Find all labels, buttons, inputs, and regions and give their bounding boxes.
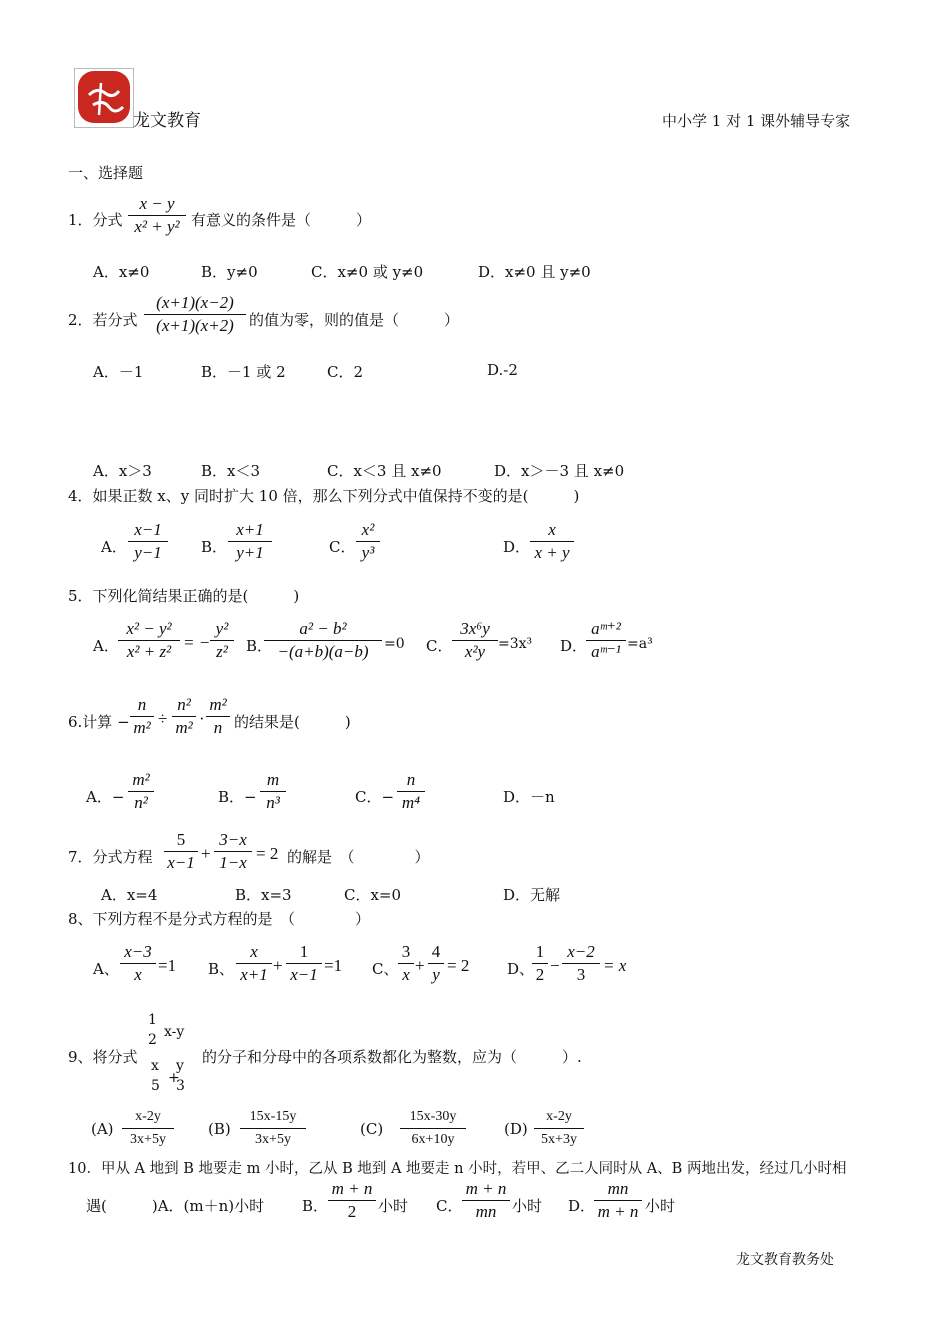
numerator: x-2y [122, 1106, 174, 1129]
q5-c-equals: =3x³ [498, 636, 533, 652]
q8-d-fraction-1 [532, 941, 548, 986]
q4-fraction-b [228, 519, 272, 564]
q7-fraction-1 [164, 829, 198, 874]
q9-label-d: (D) [504, 1120, 528, 1138]
numerator: m [260, 769, 286, 792]
q1-fraction [128, 193, 186, 238]
q6-label-b: B．− [218, 788, 257, 806]
q7-option-d: D．无解 [503, 886, 561, 904]
q9-prefix: 9、将分式 [68, 1048, 138, 1066]
q4-label-b: B． [201, 538, 228, 556]
q9-label-c: (C) [360, 1120, 384, 1138]
denominator: x [134, 965, 142, 984]
denominator: 2 [347, 1202, 357, 1221]
q6-label-c: C．− [355, 788, 395, 806]
q9-num-3: x-y [164, 1024, 185, 1040]
q9-den-2: y [176, 1058, 184, 1074]
q4-label-c: C． [329, 538, 356, 556]
numerator: n [130, 694, 154, 717]
denominator: mn [475, 1202, 497, 1221]
q10-fraction-b [328, 1178, 376, 1223]
numerator: x [236, 941, 272, 964]
q8-d-fraction-2 [562, 941, 600, 986]
numerator: 3−x [214, 829, 252, 852]
q6-fraction-b [260, 769, 286, 814]
q9-fraction-a [122, 1106, 174, 1151]
denominator: −(a+b)(a−b) [277, 642, 369, 661]
q2-option-c: C．2 [327, 363, 364, 381]
q8-label-d: D、 [507, 960, 535, 978]
q8-c-fraction-1 [398, 941, 414, 986]
q9-num-2: 2 [148, 1032, 157, 1048]
q5-b-equals: =0 [384, 636, 405, 652]
q7-fraction-2 [214, 829, 252, 874]
numerator: a² − b² [264, 618, 382, 641]
q10-fraction-d [594, 1178, 642, 1223]
q9-den-1: x [151, 1058, 159, 1074]
q6-multiply: · [199, 709, 205, 728]
denominator: m² [133, 718, 151, 737]
q9-den-4: + [168, 1070, 180, 1086]
denominator: y+1 [236, 543, 264, 562]
q9-fraction-b [240, 1106, 306, 1151]
denominator: 3 [576, 965, 586, 984]
q8-b-fraction-2 [286, 941, 322, 986]
q3-option-b: B．x＜3 [201, 462, 261, 480]
q6-fraction-a [128, 769, 154, 814]
denominator: 6x+10y [411, 1132, 455, 1147]
q2-option-d: D.-2 [487, 361, 518, 379]
q4-label-d: D． [503, 538, 531, 556]
q7-option-b: B．x=3 [235, 886, 292, 904]
q4-fraction-c [356, 519, 380, 564]
q6-fraction-c [397, 769, 425, 814]
numerator: m + n [328, 1178, 376, 1201]
q10-line-2: 遇( )A．(m＋n)小时 [86, 1197, 265, 1215]
q7-suffix: 的解是 （ ） [287, 848, 430, 866]
q8-label-a: A、 [93, 960, 119, 978]
q6-suffix: 的结果是( ) [234, 713, 351, 731]
q9-den-5: 3 [176, 1078, 185, 1094]
denominator: 2 [535, 965, 545, 984]
q8-b-plus: + [273, 956, 283, 975]
q5-fraction-c [452, 618, 498, 663]
numerator: x−2 [562, 941, 600, 964]
denominator: m² [175, 718, 193, 737]
q9-suffix: 的分子和分母中的各项系数都化为整数，应为（ ）. [202, 1048, 582, 1066]
numerator: 3 [398, 941, 414, 964]
q9-fraction-c [400, 1106, 466, 1151]
q1-option-d: D．x≠0 且 y≠0 [478, 263, 591, 281]
denominator: x−1 [167, 853, 195, 872]
q9-label-a: (A) [91, 1120, 114, 1138]
tagline: 中小学 1 对 1 课外辅导专家 [662, 112, 851, 130]
denominator: x+1 [240, 965, 268, 984]
q4-fraction-d [530, 519, 574, 564]
q10-unit-b: 小时 [378, 1197, 409, 1215]
numerator: n [397, 769, 425, 792]
denominator: y [432, 965, 440, 984]
q9-den-3: 5 [151, 1078, 160, 1094]
q10-label-b: B． [302, 1197, 329, 1215]
q10-label-c: C． [436, 1197, 463, 1215]
numerator: y² [210, 618, 234, 641]
q8-c-equals: = 2 [447, 956, 470, 975]
section-title: 一、选择题 [68, 164, 144, 182]
q1-numerator: x − y [128, 193, 186, 216]
q2-denominator: (x+1)(x+2) [156, 316, 234, 335]
q6-prefix: 6.计算 − [68, 713, 130, 731]
q1-option-b: B．y≠0 [201, 263, 258, 281]
numerator: mn [594, 1178, 642, 1201]
seal-glyph-icon [75, 69, 133, 127]
numerator: x+1 [228, 519, 272, 542]
numerator: 15x-15y [240, 1106, 306, 1129]
q6-fraction-3 [206, 694, 230, 739]
q8-c-fraction-2 [428, 941, 444, 986]
q7-option-c: C．x=0 [344, 886, 402, 904]
denominator: x−1 [290, 965, 318, 984]
numerator: x−1 [128, 519, 168, 542]
q2-prefix: 2．若分式 [68, 311, 138, 329]
q7-prefix: 7．分式方程 [68, 848, 153, 866]
q3-option-d: D．x＞－3 且 x≠0 [494, 462, 625, 480]
denominator: n [213, 718, 223, 737]
denominator: y−1 [134, 543, 162, 562]
numerator: m² [206, 694, 230, 717]
numerator: aᵐ⁺² [586, 618, 626, 641]
q4-label-a: A． [101, 538, 127, 556]
q1-option-c: C．x≠0 或 y≠0 [311, 263, 424, 281]
q8-d-equals: = x [603, 956, 627, 975]
q10-fraction-c [462, 1178, 510, 1223]
q7-plus: + [201, 844, 211, 863]
q8-c-plus: + [415, 956, 425, 975]
q6-fraction-2 [172, 694, 196, 739]
q5-fraction-d [586, 618, 626, 663]
denominator: 1−x [219, 853, 247, 872]
q3-option-a: A．x＞3 [93, 462, 152, 480]
numerator: x² − y² [118, 618, 180, 641]
numerator: 1 [532, 941, 548, 964]
numerator: m + n [462, 1178, 510, 1201]
numerator: n² [172, 694, 196, 717]
denominator: 3x+5y [255, 1132, 291, 1147]
denominator: x [402, 965, 410, 984]
q7-equals: = 2 [256, 844, 279, 863]
denominator: z² [216, 642, 228, 661]
numerator: 4 [428, 941, 444, 964]
q2-suffix: 的值为零，则的值是（ ） [249, 311, 460, 329]
denominator: y³ [361, 543, 375, 562]
q1-suffix: 有意义的条件是（ ） [191, 211, 372, 229]
q10-label-d: D． [568, 1197, 596, 1215]
q8-d-minus: − [550, 956, 560, 975]
q1-denominator: x² + y² [134, 217, 180, 236]
q7-option-a: A．x=4 [101, 886, 158, 904]
numerator: x−3 [120, 941, 156, 964]
numerator: x² [356, 519, 380, 542]
q6-option-d: D．－n [503, 788, 555, 806]
q8-text: 8、下列方程不是分式方程的是 （ ） [68, 910, 371, 928]
denominator: m⁴ [401, 793, 421, 812]
denominator: aᵐ⁻¹ [591, 642, 621, 661]
numerator: 3x⁶y [452, 618, 498, 641]
q9-label-b: (B) [208, 1120, 231, 1138]
numerator: m² [128, 769, 154, 792]
denominator: m + n [597, 1202, 639, 1221]
q5-fraction-a-result [210, 618, 234, 663]
q6-divide: ÷ [158, 709, 168, 728]
q2-option-b: B．－1 或 2 [201, 363, 286, 381]
q5-a-equals: = − [183, 633, 211, 652]
denominator: 3x+5y [130, 1132, 166, 1147]
q5-d-equals: =a³ [627, 636, 653, 652]
footer-text: 龙文教育教务处 [736, 1252, 834, 1268]
q5-fraction-a [118, 618, 180, 663]
q10-line-1: 10．甲从 A 地到 B 地要走 m 小时，乙从 B 地到 A 地要走 n 小时，若甲、乙二人同时从 A、B 两地出发，经过几小时相 [68, 1161, 847, 1177]
denominator: n³ [266, 793, 280, 812]
q10-unit-d: 小时 [645, 1197, 676, 1215]
q1-prefix: 1．分式 [68, 211, 123, 229]
q4-text: 4．如果正数 x、y 同时扩大 10 倍，那么下列分式中值保持不变的是( ) [68, 487, 580, 505]
q5-fraction-b [264, 618, 382, 663]
logo-text: 龙文教育 [133, 111, 201, 131]
q5-text: 5．下列化简结果正确的是( ) [68, 587, 300, 605]
numerator: x [530, 519, 574, 542]
denominator: 5x+3y [541, 1132, 577, 1147]
q1-option-a: A．x≠0 [93, 263, 150, 281]
q6-label-a: A．− [86, 788, 125, 806]
q10-unit-c: 小时 [512, 1197, 543, 1215]
q5-label-a: A． [93, 637, 119, 655]
q8-b-fraction-1 [236, 941, 272, 986]
q8-b-equals: =1 [324, 956, 343, 975]
q4-fraction-a [128, 519, 168, 564]
seal-logo-icon [74, 68, 134, 128]
q5-label-b: B． [246, 637, 273, 655]
denominator: x²y [464, 642, 486, 661]
numerator: 1 [286, 941, 322, 964]
q8-a-fraction [120, 941, 156, 986]
q8-a-equals: =1 [158, 956, 177, 975]
numerator: 5 [164, 829, 198, 852]
numerator: 15x-30y [400, 1106, 466, 1129]
q6-fraction-1 [130, 694, 154, 739]
q9-num-1: 1 [148, 1012, 157, 1028]
numerator: x-2y [534, 1106, 584, 1129]
denominator: x + y [534, 543, 570, 562]
q9-fraction-d [534, 1106, 584, 1151]
q2-numerator: (x+1)(x−2) [144, 292, 246, 315]
q3-option-c: C．x＜3 且 x≠0 [327, 462, 442, 480]
q8-label-b: B、 [208, 960, 235, 978]
q5-label-d: D． [560, 637, 588, 655]
q2-fraction [144, 292, 246, 337]
q5-label-c: C． [426, 637, 453, 655]
q2-option-a: A．－1 [93, 363, 144, 381]
denominator: n² [134, 793, 148, 812]
q8-label-c: C、 [372, 960, 399, 978]
denominator: x² + z² [126, 642, 172, 661]
